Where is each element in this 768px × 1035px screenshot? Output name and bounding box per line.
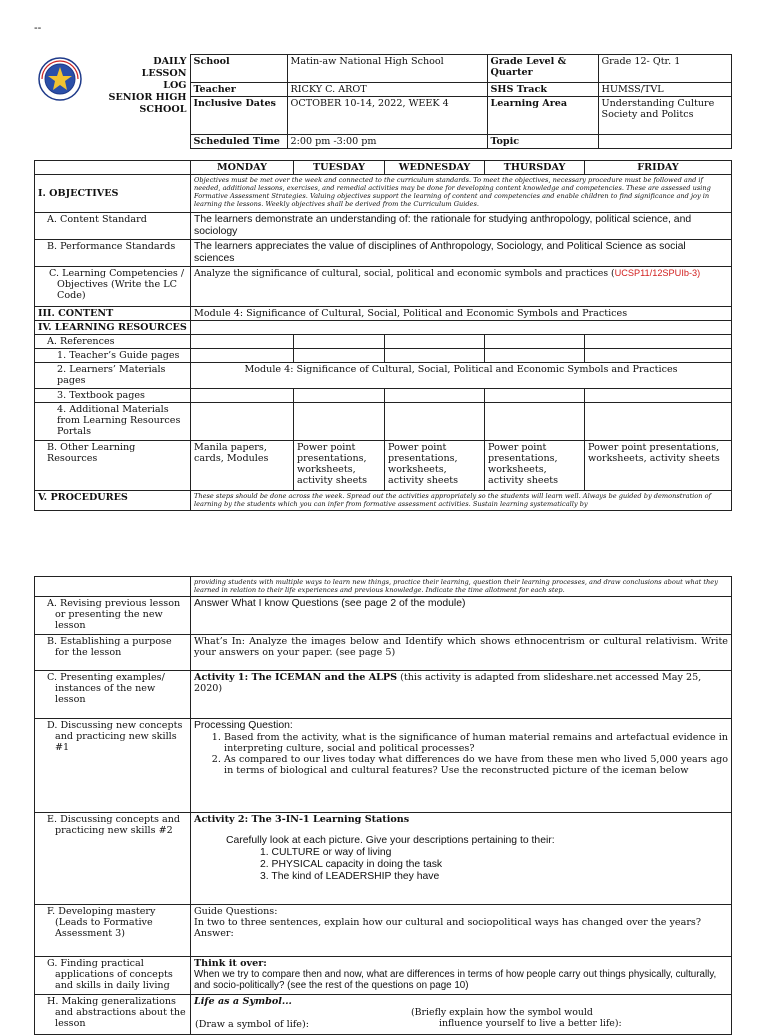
- activity-1-source: (this activity is adapted from slideshare.net accessed May 25, 2020): [194, 672, 702, 694]
- area-label: Learning Area: [487, 97, 598, 135]
- step-c-label: C. Presenting examples/ instances of the new lesson: [35, 671, 191, 719]
- additional-materials-label: 4. Additional Materials from Learning Resources Portals: [35, 403, 191, 441]
- content-standard-text: The learners demonstrate an understanding of: the rationale for studying anthropology, political science, and sociology: [191, 213, 732, 240]
- dates-value: OCTOBER 10-14, 2022, WEEK 4: [287, 97, 487, 135]
- other-resource-monday: Manila papers, cards, Modules: [191, 441, 294, 491]
- step-c-cell: [191, 671, 732, 719]
- competencies-cell: [191, 267, 732, 307]
- processing-question-1: 1. Based from the activity, what is the significance of human material remains and artefactual evidence in interpreting culture, social and political processes?: [224, 732, 728, 754]
- content-text: Module 4: Significance of Cultural, Social, Political and Economic Symbols and Practices: [191, 307, 732, 321]
- step-f-label: F. Developing mastery (Leads to Formative Assessment 3): [35, 905, 191, 957]
- processing-question-2: 2. As compared to our lives today what differences do we have from these men who lived 5,000 years ago in terms of biological and cultural features? Use the reconstructed picture of the iceman below: [224, 754, 728, 776]
- competencies-label: C. Learning Competencies / Objectives (Write the LC Code): [35, 267, 191, 307]
- content-label: III. CONTENT: [35, 307, 191, 321]
- title-shs: SENIOR HIGH SCHOOL: [108, 91, 187, 115]
- other-resource-tuesday: Power point presentations, worksheets, activity sheets: [294, 441, 385, 491]
- topic-label: Topic: [487, 135, 598, 149]
- resources-label: IV. LEARNING RESOURCES: [35, 321, 191, 335]
- day-thursday: THURSDAY: [485, 161, 585, 175]
- topic-value: [598, 135, 731, 149]
- processing-question-heading: Processing Question:: [194, 720, 293, 731]
- answer-label: Answer:: [194, 928, 234, 939]
- competencies-text: Analyze the significance of cultural, social, political and economic symbols and practices (: [194, 268, 615, 279]
- day-tuesday: TUESDAY: [294, 161, 385, 175]
- track-value: HUMSS/TVL: [598, 83, 731, 97]
- teacher-label: Teacher: [190, 83, 287, 97]
- area-value: Understanding Culture Society and Politcs: [598, 97, 731, 135]
- guide-question-text: In two to three sentences, explain how our cultural and sociopolitical ways has changed over the years?: [194, 917, 701, 928]
- school-value: Matin-aw National High School: [287, 55, 487, 83]
- step-b-text: What’s In: Analyze the images below and Identify which shows ethnocentrism or cultural relativism. Write your answers on your paper. (see page 5): [191, 635, 732, 671]
- think-it-over-title: Think it over:: [194, 958, 267, 969]
- symbol-explain-line-2: influence yourself to live a better life):: [439, 1018, 622, 1029]
- day-friday: FRIDAY: [585, 161, 732, 175]
- activity-2-item-3: 3. The kind of LEADERSHIP they have: [260, 871, 440, 882]
- deped-seal-icon: [38, 57, 82, 101]
- track-label: SHS Track: [487, 83, 598, 97]
- learners-materials-label: 2. Learners’ Materials pages: [35, 363, 191, 389]
- step-f-cell: [191, 905, 732, 957]
- other-resource-thursday: Power point presentations, worksheets, activity sheets: [485, 441, 585, 491]
- step-g-label: G. Finding practical applications of concepts and skills in daily living: [35, 957, 191, 995]
- dates-label: Inclusive Dates: [190, 97, 287, 135]
- step-d-label: D. Discussing new concepts and practicing new skills #1: [35, 719, 191, 813]
- learners-materials-text: Module 4: Significance of Cultural, Social, Political and Economic Symbols and Practices: [191, 363, 732, 389]
- other-resource-wednesday: Power point presentations, worksheets, activity sheets: [385, 441, 485, 491]
- step-a-text: Answer What I know Questions (see page 2 of the module): [191, 597, 732, 635]
- procedures-note-2: providing students with multiple ways to learn new things, practice their learning, question their learning processes, and draw conclusions about what they learned in relation to their life experiences and previous knowledge. Indicate the time allotment for each step.: [191, 577, 732, 597]
- content-standard-label: A. Content Standard: [35, 213, 191, 240]
- think-it-over-text: When we try to compare then and now, what are differences in terms of how people carry out things physically, culturally, and socio-politically? (see the rest of the questions on page 10): [194, 969, 717, 991]
- step-e-label: E. Discussing concepts and practicing new skills #2: [35, 813, 191, 905]
- step-g-cell: [191, 957, 732, 995]
- procedures-table: [34, 576, 732, 1035]
- procedures-note-1: These steps should be done across the week. Spread out the activities appropriately so the students will learn well. Always be guided by demonstration of learning by the students which you can infer from formative assessment activities. Sustain learning systematically by: [191, 491, 732, 511]
- life-as-symbol-title: Life as a Symbol...: [194, 996, 292, 1007]
- time-label: Scheduled Time: [190, 135, 287, 149]
- title-log: LOG: [163, 79, 187, 91]
- objectives-label: I. OBJECTIVES: [35, 175, 191, 213]
- activity-2-intro: Carefully look at each picture. Give your descriptions pertaining to their:: [226, 835, 555, 846]
- teachers-guide-label: 1. Teacher’s Guide pages: [35, 349, 191, 363]
- other-resources-label: B. Other Learning Resources: [35, 441, 191, 491]
- other-resource-friday: Power point presentations, worksheets, activity sheets: [585, 441, 732, 491]
- performance-standard-text: The learners appreciates the value of disciplines of Anthropology, Sociology, and Political Science as social sciences: [191, 240, 732, 267]
- title-daily: DAILY: [153, 55, 187, 67]
- school-label: School: [190, 55, 287, 83]
- step-e-cell: [191, 813, 732, 905]
- step-b-label: B. Establishing a purpose for the lesson: [35, 635, 191, 671]
- grade-label: Grade Level & Quarter: [487, 55, 598, 83]
- lc-code: UCSP11/12SPUIb-3): [614, 268, 701, 278]
- activity-2-item-2: 2. PHYSICAL capacity in doing the task: [260, 859, 443, 870]
- performance-standard-label: B. Performance Standards: [35, 240, 191, 267]
- step-d-cell: [191, 719, 732, 813]
- activity-1-title: Activity 1: The ICEMAN and the ALPS: [194, 672, 398, 683]
- guide-questions-heading: Guide Questions:: [194, 906, 278, 917]
- time-value: 2:00 pm -3:00 pm: [287, 135, 487, 149]
- step-h-cell: [191, 995, 732, 1035]
- step-h-label: H. Making generalizations and abstractions about the lesson: [35, 995, 191, 1035]
- textbook-label: 3. Textbook pages: [35, 389, 191, 403]
- procedures-label: V. PROCEDURES: [35, 491, 191, 511]
- lesson-log-table: [34, 160, 732, 511]
- grade-value: Grade 12- Qtr. 1: [598, 55, 731, 83]
- references-label: A. References: [35, 335, 191, 349]
- symbol-explain-line-1: (Briefly explain how the symbol would: [411, 1007, 593, 1018]
- objectives-note: Objectives must be met over the week and connected to the curriculum standards. To meet the objectives, necessary procedure must be followed and if needed, additional lessons, exercises, and remedial activities may be done for developing content knowledge and competencies. These are assessed using Formative Assessment Strategies. Valuing objectives support the learning of content and competencies and enable children to find significance and joy in learning the lessons. Weekly objectives shall be derived from the Curriculum Guides.: [191, 175, 732, 213]
- header-title-cell: [34, 55, 190, 135]
- top-mark: --: [34, 22, 42, 34]
- teacher-value: RICKY C. AROT: [287, 83, 487, 97]
- activity-2-item-1: 1. CULTURE or way of living: [260, 847, 392, 858]
- title-lesson: LESSON: [141, 67, 187, 79]
- day-monday: MONDAY: [191, 161, 294, 175]
- day-wednesday: WEDNESDAY: [385, 161, 485, 175]
- activity-2-title: Activity 2: The 3-IN-1 Learning Stations: [194, 814, 410, 825]
- header-table: [34, 54, 732, 149]
- draw-symbol-prompt: (Draw a symbol of life):: [195, 1019, 309, 1030]
- step-a-label: A. Revising previous lesson or presenting the new lesson: [35, 597, 191, 635]
